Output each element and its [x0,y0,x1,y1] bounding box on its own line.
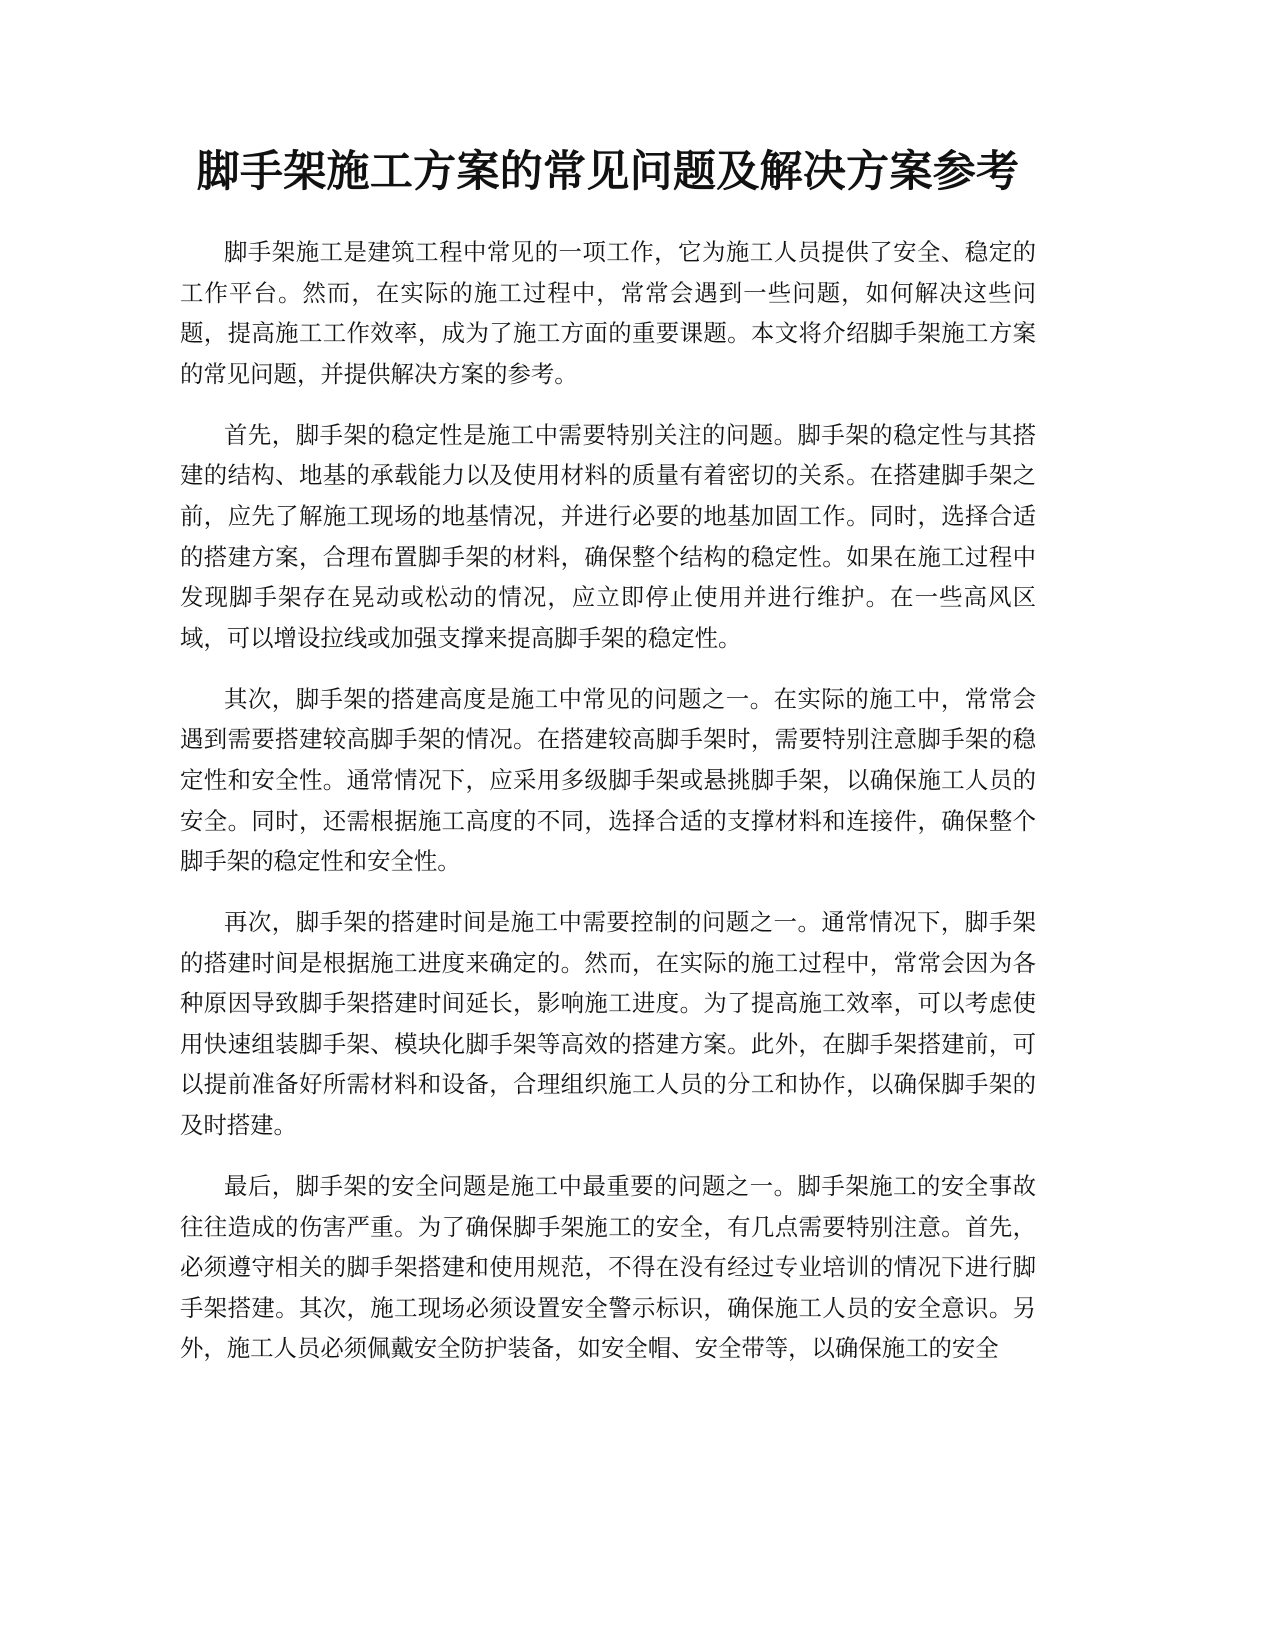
text-line: 建的结构、地基的承载能力以及使用材料的质量有着密切的关系。在搭建脚手架之 [180,461,1036,490]
text-line: 前，应先了解施工现场的地基情况，并进行必要的地基加固工作。同时，选择合适 [180,501,1036,530]
document-title: 脚手架施工方案的常见问题及解决方案参考 [196,147,1020,197]
text-line: 安全。同时，还需根据施工高度的不同，选择合适的支撑材料和连接件，确保整个 [180,806,1036,835]
text-line: 往往造成的伤害严重。为了确保脚手架施工的安全，有几点需要特别注意。首先， [180,1212,1036,1241]
text-line: 再次，脚手架的搭建时间是施工中需要控制的问题之一。通常情况下，脚手架 [224,908,1036,937]
paragraph-height [180,679,1036,882]
text-line: 的常见问题，并提供解决方案的参考。 [180,359,578,388]
text-line: 题，提高施工工作效率，成为了施工方面的重要课题。本文将介绍脚手架施工方案 [180,319,1036,348]
paragraph-safety [180,1166,1036,1369]
text-line: 工作平台。然而，在实际的施工过程中，常常会遇到一些问题，如何解决这些问 [180,278,1036,307]
text-line: 手架搭建。其次，施工现场必须设置安全警示标识，确保施工人员的安全意识。另 [180,1293,1036,1322]
text-line: 及时搭建。 [180,1111,297,1140]
text-line: 的搭建方案，合理布置脚手架的材料，确保整个结构的稳定性。如果在施工过程中 [180,542,1036,571]
text-line: 首先，脚手架的稳定性是施工中需要特别关注的问题。脚手架的稳定性与其搭 [224,420,1036,449]
text-line: 种原因导致脚手架搭建时间延长，影响施工进度。为了提高施工效率，可以考虑使 [180,989,1036,1018]
text-line: 发现脚手架存在晃动或松动的情况，应立即停止使用并进行维护。在一些高风区 [180,583,1036,612]
text-line: 最后，脚手架的安全问题是施工中最重要的问题之一。脚手架施工的安全事故 [224,1172,1036,1201]
text-line: 用快速组装脚手架、模块化脚手架等高效的搭建方案。此外，在脚手架搭建前，可 [180,1029,1036,1058]
text-line: 遇到需要搭建较高脚手架的情况。在搭建较高脚手架时，需要特别注意脚手架的稳 [180,725,1036,754]
text-line: 的搭建时间是根据施工进度来确定的。然而，在实际的施工过程中，常常会因为各 [180,948,1036,977]
document-body [180,142,1036,1389]
text-line: 必须遵守相关的脚手架搭建和使用规范，不得在没有经过专业培训的情况下进行脚 [180,1253,1036,1282]
text-line: 其次，脚手架的搭建高度是施工中常见的问题之一。在实际的施工中，常常会 [224,684,1036,713]
text-line: 定性和安全性。通常情况下，应采用多级脚手架或悬挑脚手架，以确保施工人员的 [180,765,1036,794]
text-line: 脚手架施工是建筑工程中常见的一项工作，它为施工人员提供了安全、稳定的 [224,238,1036,266]
text-line: 域，可以增设拉线或加强支撑来提高脚手架的稳定性。 [180,623,742,652]
paragraph-time [180,902,1036,1146]
text-line: 脚手架的稳定性和安全性。 [180,847,461,876]
paragraph-stability [180,415,1036,659]
text-line: 以提前准备好所需材料和设备，合理组织施工人员的分工和协作，以确保脚手架的 [180,1070,1036,1099]
text-line: 外，施工人员必须佩戴安全防护装备，如安全帽、安全带等，以确保施工的安全 [180,1334,999,1363]
paragraph-intro [180,232,1036,394]
